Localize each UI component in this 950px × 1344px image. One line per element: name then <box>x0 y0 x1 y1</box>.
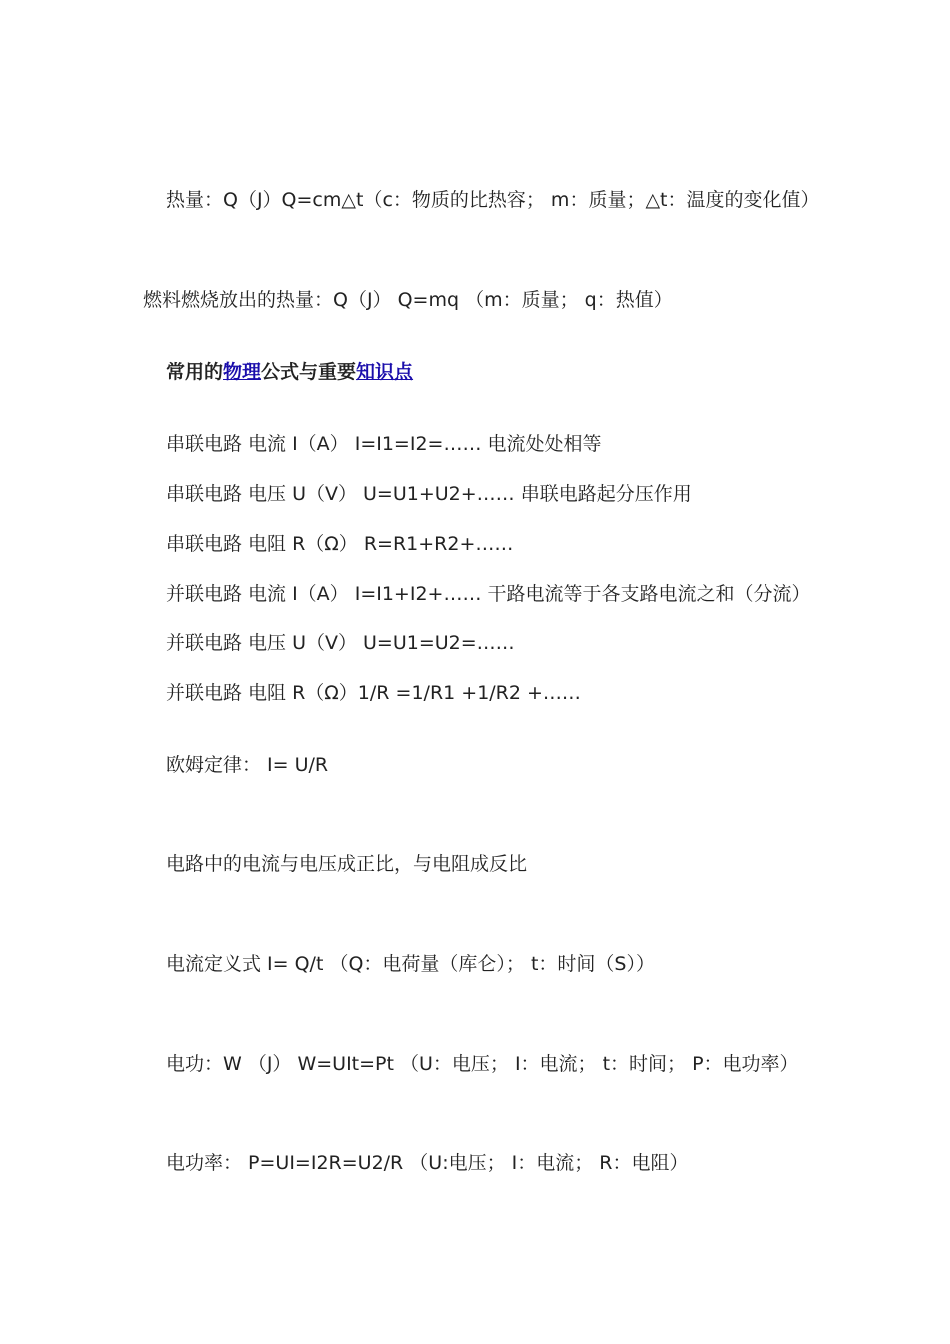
parallel-resistance-formula: 并联电路 电阻 R（Ω）1/R =1/R1 +1/R2 +…… <box>166 682 581 704</box>
physics-link[interactable]: 物理 <box>223 361 262 383</box>
section-heading <box>166 360 413 384</box>
knowledge-point-link[interactable]: 知识点 <box>356 361 414 383</box>
ohm-law: 欧姆定律： I= U/R <box>166 754 329 776</box>
series-voltage-formula: 串联电路 电压 U（V） U=U1+U2+…… 串联电路起分压作用 <box>166 483 692 505</box>
heat-formula: 热量：Q（J）Q=cm△t（c：物质的比热容； m：质量；△t：温度的变化值） <box>166 189 820 211</box>
series-current-formula: 串联电路 电流 I（A） I=I1=I2=…… 电流处处相等 <box>166 433 602 455</box>
heading-text-2: 公式与重要 <box>261 361 357 383</box>
parallel-current-formula: 并联电路 电流 I（A） I=I1+I2+…… 干路电流等于各支路电流之和（分流） <box>166 583 811 605</box>
parallel-voltage-formula: 并联电路 电压 U（V） U=U1=U2=…… <box>166 632 515 654</box>
electric-work-formula: 电功：W （J） W=UIt=Pt （U：电压； I：电流； t：时间； P：电功率） <box>166 1053 799 1075</box>
heading-text-1: 常用的 <box>166 361 224 383</box>
ohm-law-description: 电路中的电流与电压成正比，与电阻成反比 <box>166 853 528 875</box>
fuel-heat-formula: 燃料燃烧放出的热量：Q（J） Q=mq （m：质量； q：热值） <box>143 289 673 311</box>
series-resistance-formula: 串联电路 电阻 R（Ω） R=R1+R2+…… <box>166 533 514 555</box>
electric-power-formula: 电功率： P=UI=I2R=U2/R （U:电压； I：电流； R：电阻） <box>166 1152 689 1174</box>
current-definition: 电流定义式 I= Q/t （Q：电荷量（库仑）； t：时间（S）） <box>166 953 655 975</box>
